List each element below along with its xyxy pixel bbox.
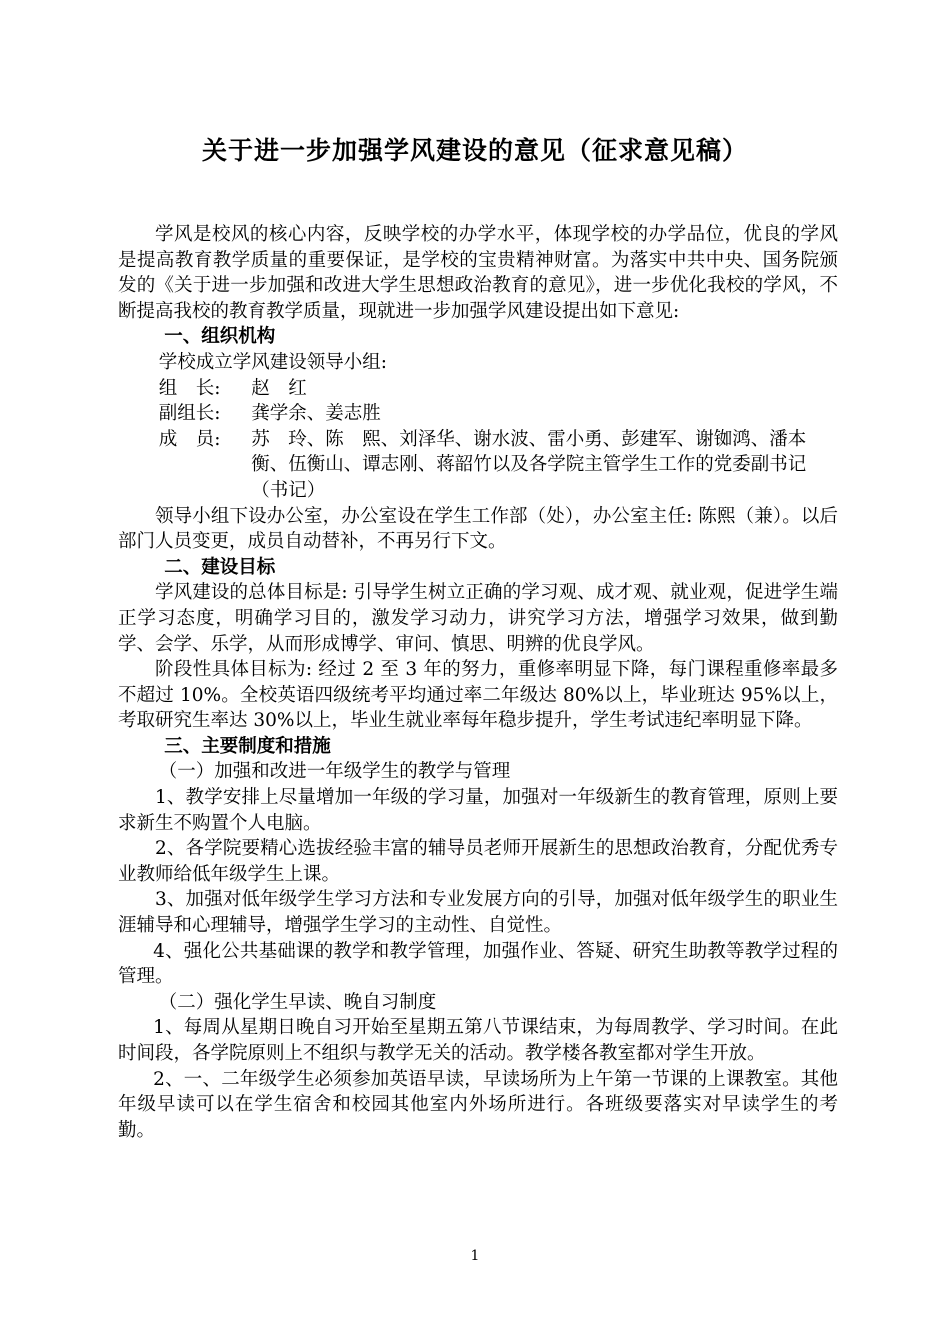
leader-value: 赵 红 [251, 377, 307, 399]
section-heading-measures: 三、主要制度和措施 [164, 735, 331, 757]
measure-item: 1、教学安排上尽量增加一年级的学习量，加强对一年级新生的教育管理，原则上要求新生不购置个人电脑。 [118, 787, 838, 834]
members-label: 成 员: [158, 428, 221, 450]
section-heading-goals: 二、建设目标 [164, 556, 276, 578]
subsection-heading-2: （二）强化学生早读、晚自习制度 [158, 991, 437, 1013]
measure-item: 4、强化公共基础课的教学和教学管理，加强作业、答疑、研究生助教等教学过程的管理。 [118, 940, 838, 988]
document-body [118, 222, 838, 1143]
leader-label: 组 长: [158, 377, 221, 399]
section-heading-organization: 一、组织机构 [164, 326, 276, 348]
organization-lead: 学校成立学风建设领导小组: [158, 351, 387, 373]
subsection-heading-1: （一）加强和改进一年级学生的教学与管理 [158, 761, 511, 783]
measure-item: 3、加强对低年级学生学习方法和专业发展方向的引导，加强对低年级学生的职业生涯辅导和心理辅导，增强学生学习的主动性、自觉性。 [118, 889, 838, 937]
members-row [118, 427, 838, 504]
page-number: 1 [470, 1248, 480, 1264]
measure-item: 2、一、二年级学生必须参加英语早读，早读场所为上午第一节课的上课教室。其他年级早读可以在学生宿舍和校园其他室内外场所进行。各班级要落实对早读学生的考勤。 [118, 1068, 838, 1141]
deputy-label: 副组长: [158, 403, 221, 425]
goals-paragraph-2: 阶段性具体目标为: 经过 2 至 3 年的努力，重修率明显下降，每门课程重修率最多不超过 10%。全校英语四级统考平均通过率二年级达 80%以上，毕业班达 95%以上，考取研究生率达 30%以上，毕业生就业率每年稳步提升，学生考试违纪率明显下降。 [118, 659, 838, 732]
office-paragraph: 领导小组下设办公室，办公室设在学生工作部（处），办公室主任: 陈熙（兼）。以后部门人员变更，成员自动替补，不再另行下文。 [118, 505, 838, 553]
intro-paragraph: 学风是校风的核心内容，反映学校的办学水平，体现学校的办学品位，优良的学风是提高教育教学质量的重要保证，是学校的宝贵精神财富。为落实中共中央、国务院颁发的《关于进一步加强和改进大学生思想政治教育的意见》，进一步优化我校的学风，不断提高我校的教育教学质量，现就进一步加强学风建设提出如下意见: [118, 224, 838, 322]
leader-row [118, 376, 838, 402]
measure-item: 2、各学院要精心选拔经验丰富的辅导员老师开展新生的思想政治教育，分配优秀专业教师给低年级学生上课。 [118, 838, 838, 885]
members-value: 苏 玲、陈 熙、刘泽华、谢水波、雷小勇、彭建军、谢铷鸿、潘本衡、伍衡山、谭志刚、蒋韶竹以及各学院主管学生工作的党委副书记（书记） [251, 428, 807, 501]
deputy-row [118, 401, 838, 427]
document-title: 关于进一步加强学风建设的意见（征求意见稿） [201, 136, 748, 165]
goals-paragraph-1: 学风建设的总体目标是: 引导学生树立正确的学习观、成才观、就业观，促进学生端正学习态度，明确学习目的，激发学习动力，讲究学习方法，增强学习效果，做到勤学、会学、乐学，从而形成博学、审问、慎思、明辨的优良学风。 [118, 582, 838, 655]
deputy-value: 龚学余、姜志胜 [251, 403, 381, 425]
measure-item: 1、每周从星期日晚自习开始至星期五第八节课结束，为每周教学、学习时间。在此时间段，各学院原则上不组织与教学无关的活动。教学楼各教室都对学生开放。 [118, 1017, 838, 1064]
